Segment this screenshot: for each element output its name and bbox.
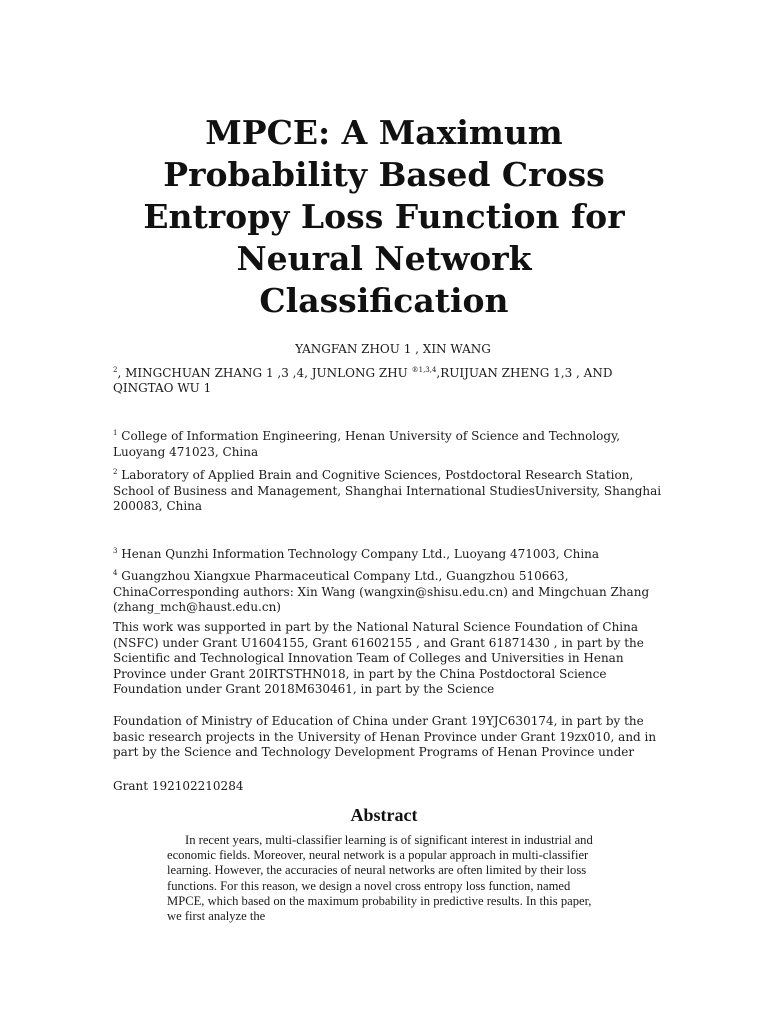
affiliation-text: College of Information Engineering, Henan University of Science and Technology, Luoyang 471023, China xyxy=(113,429,621,459)
author-text: ,RUIJUAN ZHENG 1,3 , AND QINGTAO WU 1 xyxy=(113,366,613,395)
paper-title xyxy=(84,112,684,322)
affiliation-text: Guangzhou Xiangxue Pharmaceutical Company Ltd., Guangzhou 510663, ChinaCorresponding authors: Xin Wang (wangxin@shisu.edu.cn) and Mingchuan Zhang (zhang_mch@haust.edu.cn) xyxy=(113,569,650,614)
author-text: , MINGCHUAN ZHANG 1 ,3 ,4, JUNLONG ZHU xyxy=(117,366,412,380)
funding-paragraph: Grant 192102210284 xyxy=(113,779,244,793)
abstract-body: In recent years, multi-classifier learning is of significant interest in industrial and economic fields. Moreover, neural network is a popular approach in multi-classifier learning. However, the accuracies of neural networks are often limited by their loss functions. For this reason, we design a novel cross entropy loss function, named MPCE, which based on the maximum probability in predictive results. In this paper, we first analyze the xyxy=(167,833,593,924)
affiliation-sup: 1 xyxy=(113,429,118,437)
author-line-1: YANGFAN ZHOU 1 , XIN WANG xyxy=(295,342,491,356)
affiliation-sup: 4 xyxy=(113,569,118,577)
affiliation-text: Laboratory of Applied Brain and Cognitive Sciences, Postdoctoral Research Station, School of Business and Management, Shanghai International StudiesUniversity, Shanghai 200083, China xyxy=(113,468,662,513)
affiliation-4 xyxy=(113,566,673,616)
author-line-2 xyxy=(113,363,673,396)
affiliation-1 xyxy=(113,426,673,460)
title-line: Classification xyxy=(259,281,509,320)
title-line: MPCE: A Maximum xyxy=(205,113,563,152)
affiliation-sup: 2 xyxy=(113,468,118,476)
orcid-sup: ®1,3,4 xyxy=(411,366,437,374)
abstract-heading: Abstract xyxy=(350,805,418,825)
author-sup: 2 xyxy=(113,366,118,374)
affiliation-3 xyxy=(113,544,673,563)
funding-paragraph: Foundation of Ministry of Education of China under Grant 19YJC630174, in part by the basic research projects in the University of Henan Province under Grant 19zx010, and in part by the Science and Technology Development Programs of Henan Province under xyxy=(113,714,657,759)
funding-paragraph: This work was supported in part by the National Natural Science Foundation of China (NSFC) under Grant U1604155, Grant 61602155 , and Grant 61871430 , in part by the Scientific and Technological Innovation Team of Colleges and Universities in Henan Province under Grant 20IRTSTHN018, in part by the China Postdoctoral Science Foundation under Grant 2018M630461, in part by the Science xyxy=(113,620,644,696)
affiliation-sup: 3 xyxy=(113,547,118,555)
title-line: Probability Based Cross xyxy=(163,155,605,194)
author-list xyxy=(113,342,673,396)
title-line: Neural Network xyxy=(236,239,532,278)
title-line: Entropy Loss Function for xyxy=(143,197,625,236)
affiliation-2 xyxy=(113,465,673,515)
affiliation-text: Henan Qunzhi Information Technology Company Ltd., Luoyang 471003, China xyxy=(121,547,600,561)
